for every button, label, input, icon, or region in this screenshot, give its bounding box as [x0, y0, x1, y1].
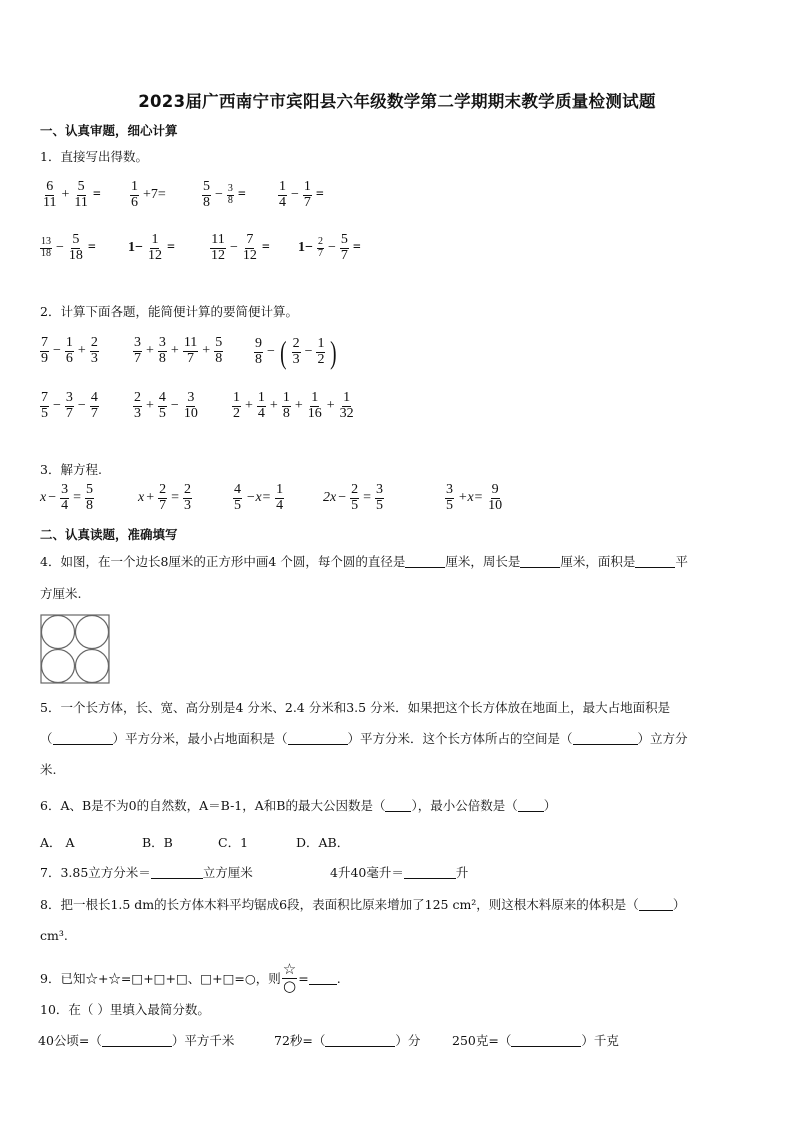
q7-part2: 4升40毫升＝ 升	[330, 865, 469, 880]
q2-r1-expr2: $\frac{3}{7}$ + $\frac{3}{8}$ + $\frac{11}{7}$ + $\frac{5}{8}$	[134, 335, 223, 366]
q1-r2-expr1: $\frac{13}{18}$ − $\frac{5}{18}$ =	[41, 232, 96, 263]
q8-blank-volume[interactable]	[639, 910, 673, 911]
q3-eq2: x + $\frac{2}{7}$ = $\frac{2}{3}$	[138, 482, 192, 513]
q4-blank-circumference[interactable]	[520, 555, 560, 568]
q2-r1-expr3: $\frac{9}{8}$ − ( $\frac{2}{3}$ − $\frac{1}{2}$ )	[255, 334, 337, 370]
q5-line1: 5．一个长方体，长、宽、高分别是4 分米、2.4 分米和3.5 分米．如果把这个长方体放在地面上，最大占地面积是	[40, 700, 671, 715]
square-outline	[41, 615, 109, 683]
q1-r1-expr1: $\frac{6}{11}$ + $\frac{5}{11}$ =	[43, 179, 101, 210]
q6-option-a[interactable]: A． A	[40, 835, 75, 850]
q8-line1: 8．把一根长1.5 dm的长方体木料平均锯成6段，表面积比原来增加了125 cm²，则这根木料原来的体积是（ ）	[40, 897, 686, 912]
q3-label: 3．解方程.	[40, 462, 102, 477]
q10-label: 10．在（ ）里填入最简分数。	[40, 1002, 210, 1017]
q1-r2-expr3: $\frac{11}{12}$ − $\frac{7}{12}$ =	[211, 232, 270, 263]
q6-option-c[interactable]: C．1	[218, 835, 249, 850]
q1-r2-expr4: 1− $\frac{2}{7}$ − $\frac{5}{7}$ =	[298, 232, 361, 263]
q4-square-circles-figure	[40, 614, 110, 684]
q9-line: 9．已知☆+☆=□+□+□、□+□=○，则 $\frac{☆}{○}$ = .	[40, 960, 341, 995]
q6-blank-lcm[interactable]	[518, 811, 544, 812]
q10-item-hectare: 40公顷=（ ）平方千米	[38, 1033, 235, 1048]
q5-blank-volume[interactable]	[573, 744, 638, 745]
q2-r1-expr1: $\frac{7}{9}$ − $\frac{1}{6}$ + $\frac{2}{3}$	[41, 335, 98, 366]
q7-blank-liters[interactable]	[404, 866, 456, 879]
q6-line1: 6．A、B是不为0的自然数，A＝B-1，A和B的最大公因数是（ ），最小公倍数是（ ）	[40, 798, 557, 813]
q3-eq5: $\frac{3}{5}$ +x= $\frac{9}{10}$	[446, 482, 503, 513]
circle-top-right	[76, 616, 109, 649]
q10-blank-km2[interactable]	[102, 1046, 172, 1047]
q8-line2: cm³.	[40, 928, 68, 943]
q4-line1: 4．如图，在一个边长8厘米的正方形中画4 个圆，每个圆的直径是 厘米，周长是 厘米，面积是 平	[40, 554, 688, 569]
q1-r1-expr4: $\frac{1}{4}$ − $\frac{1}{7}$ =	[279, 179, 324, 210]
section-2-heading: 二、认真读题，准确填写	[40, 527, 178, 542]
star-icon: ☆	[282, 960, 297, 978]
q4-blank-diameter[interactable]	[405, 555, 445, 568]
q6-option-d[interactable]: D．AB．	[296, 835, 350, 850]
section-1-heading: 一、认真审题，细心计算	[40, 123, 178, 138]
q2-r2-expr1: $\frac{7}{5}$ − $\frac{3}{7}$ − $\frac{4}{7}$	[41, 390, 98, 421]
q9-blank-answer[interactable]	[309, 972, 337, 985]
q1-r1-expr3: $\frac{5}{8}$ − $\frac{3}{8}$ =	[203, 179, 246, 210]
q7-blank-cm3[interactable]	[151, 866, 203, 879]
q1-r2-expr2: 1− $\frac{1}{12}$ =	[128, 232, 175, 263]
circle-icon: ○	[282, 976, 297, 995]
q1-r1-expr2: $\frac{1}{6}$ +7=	[131, 179, 166, 210]
q5-line2: （ ）平方分米，最小占地面积是（ ）平方分米．这个长方体所占的空间是（ ）立方分	[40, 731, 688, 746]
q5-blank-max-area[interactable]	[53, 744, 113, 745]
q3-eq4: 2x − $\frac{2}{5}$ = $\frac{3}{5}$	[323, 482, 384, 513]
q10-blank-kg[interactable]	[511, 1046, 581, 1047]
q1-label: 1．直接写出得数。	[40, 149, 148, 164]
q2-r2-expr2: $\frac{2}{3}$ + $\frac{4}{5}$ − $\frac{3}{10}$	[134, 390, 198, 421]
q5-blank-min-area[interactable]	[288, 744, 348, 745]
q3-eq1: x − $\frac{3}{4}$ = $\frac{5}{8}$	[40, 482, 94, 513]
q2-label: 2．计算下面各题，能简便计算的要简便计算。	[40, 304, 298, 319]
q10-blank-minutes[interactable]	[325, 1046, 395, 1047]
q4-line2: 方厘米.	[40, 586, 82, 601]
q2-r2-expr3: $\frac{1}{2}$ + $\frac{1}{4}$ + $\frac{1}{8}$ + $\frac{1}{16}$ + $\frac{1}{32}$	[233, 390, 354, 421]
circle-top-left	[42, 616, 75, 649]
q9-star-over-circle-fraction	[282, 962, 297, 995]
q7-part1: 7．3.85立方分米＝ 立方厘米	[40, 865, 253, 880]
q10-item-seconds: 72秒=（ ）分	[274, 1033, 421, 1048]
q5-line3: 米.	[40, 762, 57, 777]
q3-eq3: $\frac{4}{5}$ −x= $\frac{1}{4}$	[234, 482, 284, 513]
circle-bottom-left	[42, 650, 75, 683]
page-title: 2023届广西南宁市宾阳县六年级数学第二学期期末教学质量检测试题	[138, 92, 656, 111]
q10-item-grams: 250克=（ ）千克	[452, 1033, 619, 1048]
q6-blank-gcd[interactable]	[385, 811, 411, 812]
q6-option-b[interactable]: B．B	[142, 835, 173, 850]
circle-bottom-right	[76, 650, 109, 683]
q4-blank-area[interactable]	[635, 555, 675, 568]
